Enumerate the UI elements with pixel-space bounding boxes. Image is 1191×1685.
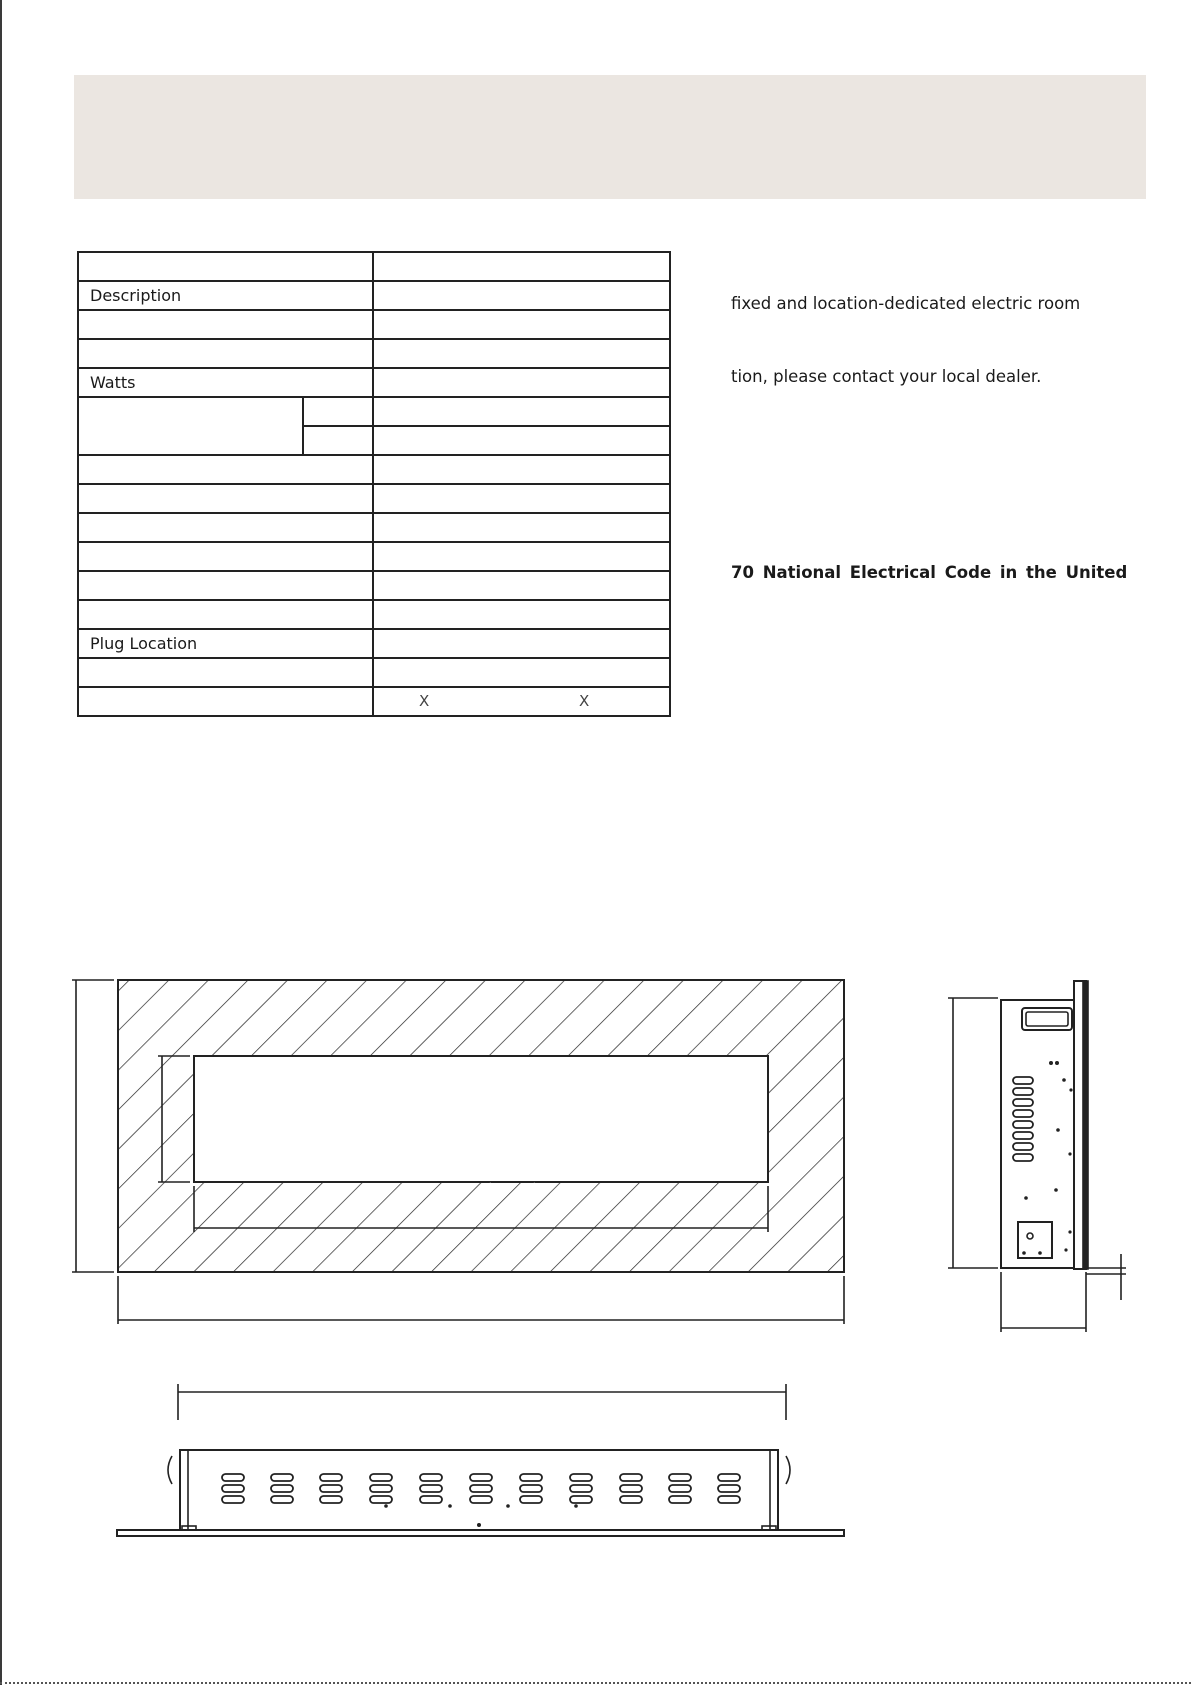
plug-location-label: Plug Location: [78, 629, 373, 658]
electrical-code-line: 70 National Electrical Code in the United: [731, 563, 1128, 582]
dealer-contact-line: tion, please contact your local dealer.: [731, 367, 1042, 386]
description-label: Description: [78, 281, 373, 310]
top-vent-louvres: [222, 1474, 740, 1503]
side-view-drawing: [948, 981, 1126, 1332]
top-view-drawing: [117, 1384, 844, 1536]
dimension-separator: X: [579, 692, 590, 710]
front-view-drawing: [72, 980, 844, 1324]
page-bottom-border: [0, 1682, 1191, 1684]
side-vent-louvres: [1013, 1077, 1033, 1161]
intro-paragraph-line: fixed and location-dedicated electric room: [731, 294, 1081, 313]
dimension-separator: X: [419, 692, 430, 710]
watts-label: Watts: [78, 368, 373, 397]
